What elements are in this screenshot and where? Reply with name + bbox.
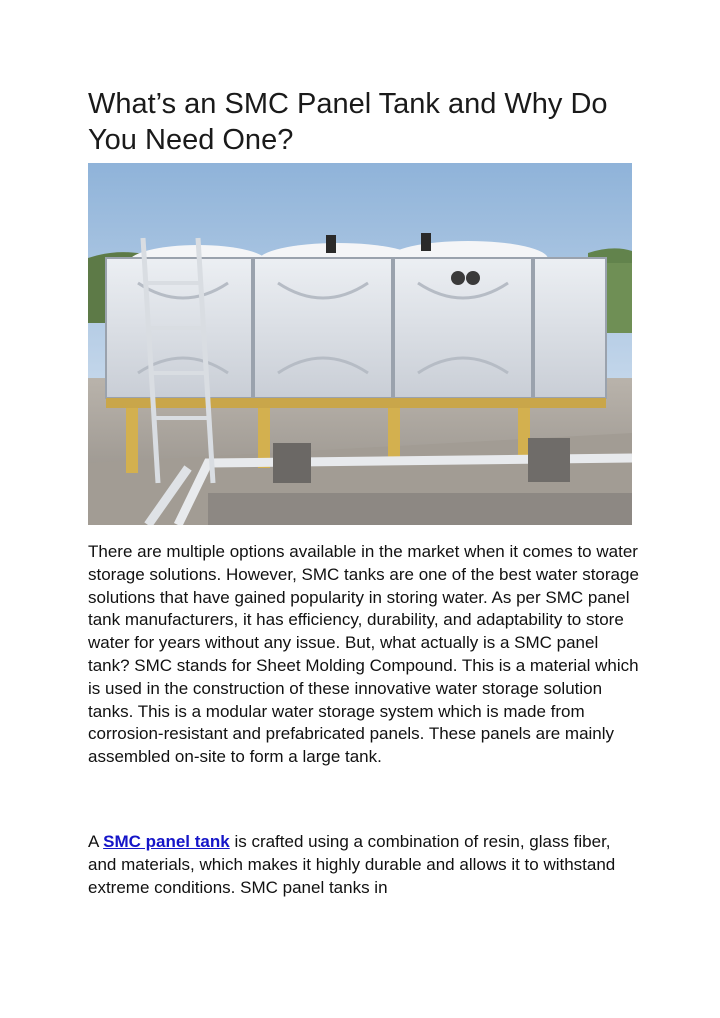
body-paragraph-2 [88, 831, 640, 899]
paragraph-2-prefix: A [88, 832, 104, 851]
smc-panel-tank-link[interactable]: SMC panel tank [103, 832, 230, 851]
paragraph-2-suffix: is crafted using a combination of resin, glass fiber, and materials, which makes it highly durable and allows it to withstand extreme conditions. SMC panel tanks in [88, 832, 616, 897]
smc-tank-photo [88, 163, 632, 525]
page-title: What’s an SMC Panel Tank and Why Do You Need One? [88, 88, 608, 156]
body-paragraph-1: There are multiple options available in the market when it comes to water storage solutions. However, SMC tanks are one of the best water storage solutions that have gained popularity in storing water. As per SMC panel tank manufacturers, it has efficiency, durability, and adaptability to store water for years without any issue. But, what actually is a SMC panel tank? SMC stands for Sheet Molding Compound. This is a material which is used in the construction of these innovative water storage solution tanks. This is a modular water storage system which is made from corrosion-resistant and prefabricated panels. These panels are mainly assembled on-site to form a large tank. [88, 542, 639, 767]
